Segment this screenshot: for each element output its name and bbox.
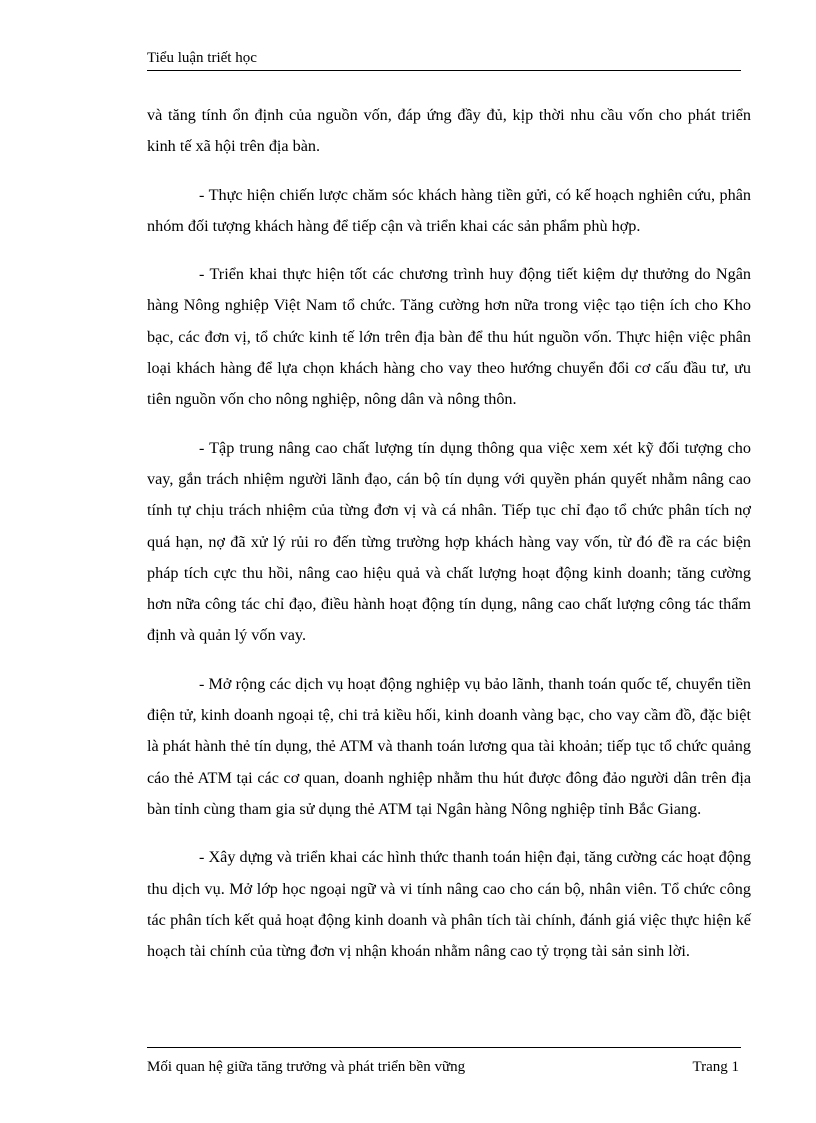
- page-number: Trang 1: [692, 1059, 739, 1075]
- header-rule: [147, 70, 741, 71]
- paragraph-savings-programs: - Triển khai thực hiện tốt các chương trình huy động tiết kiệm dự thưởng do Ngân hàng Nông nghiệp Việt Nam tổ chức. Tăng cường hơn nữa trong việc tạo tiện ích cho Kho bạc, các đơn vị, tổ chức kinh tế lớn trên địa bàn để thu hút nguồn vốn. Thực hiện việc phân loại khách hàng để lựa chọn khách hàng cho vay theo hướng chuyển đổi cơ cấu đầu tư, ưu tiên nguồn vốn cho nông nghiệp, nông dân và nông thôn.: [147, 265, 751, 409]
- footer-rule: [147, 1047, 741, 1048]
- paragraph-modern-payments: - Xây dựng và triển khai các hình thức thanh toán hiện đại, tăng cường các hoạt động thu dịch vụ. Mở lớp học ngoại ngữ và vi tính nâng cao cho cán bộ, nhân viên. Tổ chức công tác phân tích kết quả hoạt động kinh doanh và phân tích tài chính, đánh giá việc thực hiện kế hoạch tài chính của từng đơn vị nhận khoán nhằm nâng cao tỷ trọng tài sản sinh lời.: [147, 848, 751, 961]
- header-title: Tiểu luận triết học: [147, 50, 257, 66]
- paragraph-credit-quality: - Tập trung nâng cao chất lượng tín dụng thông qua việc xem xét kỹ đối tượng cho vay, gắn trách nhiệm người lãnh đạo, cán bộ tín dụng với quyền phán quyết nhằm nâng cao tính tự chịu trách nhiệm của từng đơn vị và cá nhân. Tiếp tục chỉ đạo tổ chức phân tích nợ quá hạn, nợ đã xử lý rủi ro đến từng trường hợp khách hàng vay vốn, từ đó đề ra các biện pháp tích cực thu hồi, nâng cao hiệu quả và chất lượng hoạt động kinh doanh; tăng cường hơn nữa công tác chỉ đạo, điều hành hoạt động tín dụng, nâng cao chất lượng công tác thẩm định và quản lý vốn vay.: [147, 438, 751, 645]
- paragraph-continuation: và tăng tính ổn định của nguồn vốn, đáp ứng đầy đủ, kịp thời nhu cầu vốn cho phát triển kinh tế xã hội trên địa bàn.: [147, 106, 751, 156]
- document-body: [147, 100, 751, 984]
- paragraph-customer-care: - Thực hiện chiến lược chăm sóc khách hàng tiền gửi, có kế hoạch nghiên cứu, phân nhóm đối tượng khách hàng để tiếp cận và triển khai các sản phẩm phù hợp.: [147, 185, 751, 235]
- paragraph-services-expansion: - Mở rộng các dịch vụ hoạt động nghiệp vụ bảo lãnh, thanh toán quốc tế, chuyển tiền điện tử, kinh doanh ngoại tệ, chi trả kiều hối, kinh doanh vàng bạc, cho vay cầm đồ, đặc biệt là phát hành thẻ tín dụng, thẻ ATM và thanh toán lương qua tài khoản; tiếp tục tổ chức quảng cáo thẻ ATM tại các cơ quan, doanh nghiệp nhằm thu hút được đông đảo người dân trên địa bàn tỉnh cùng tham gia sử dụng thẻ ATM tại Ngân hàng Nông nghiệp tỉnh Bắc Giang.: [147, 674, 751, 818]
- footer-title: Mối quan hệ giữa tăng trưởng và phát triển bền vững: [147, 1059, 466, 1075]
